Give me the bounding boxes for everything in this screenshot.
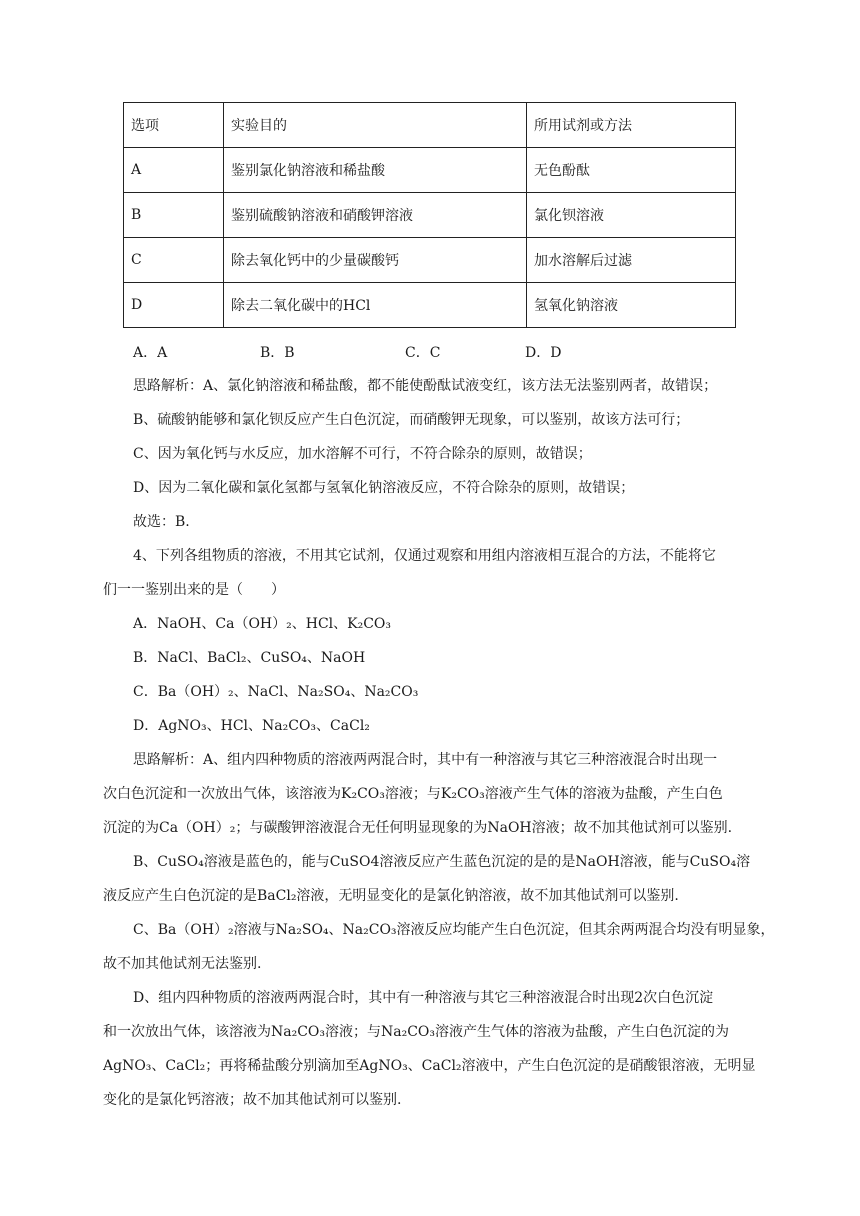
q3-option-d: D．D — [525, 345, 562, 361]
cell-purpose: 鉴别氯化钠溶液和稀盐酸 — [224, 148, 527, 193]
q4-stem-line2: 们一一鉴别出来的是（ ） — [103, 582, 285, 598]
q3-answer: 故选：B. — [133, 514, 190, 530]
q3-analysis-line: B、硫酸钠能够和氯化钡反应产生白色沉淀，而硝酸钾无现象，可以鉴别，故该方法可行； — [133, 412, 690, 428]
q4-analysis-d-line1: D、组内四种物质的溶液两两混合时，其中有一种溶液与其它三种溶液混合时出现2次白色沉淀 — [133, 990, 714, 1006]
cell-option: C — [124, 238, 224, 283]
q4-analysis-d-line4: 变化的是氯化钙溶液；故不加其他试剂可以鉴别. — [103, 1092, 402, 1108]
q3-analysis-line: C、因为氧化钙与水反应，加水溶解不可行，不符合除杂的原则，故错误； — [133, 446, 592, 462]
cell-purpose: 除去二氧化碳中的HCl — [224, 283, 527, 328]
cell-option: B — [124, 193, 224, 238]
cell-reagent: 加水溶解后过滤 — [527, 238, 736, 283]
cell-reagent: 无色酚酞 — [527, 148, 736, 193]
q4-analysis-a-line1: 思路解析：A、组内四种物质的溶液两两混合时，其中有一种溶液与其它三种溶液混合时出现一 — [133, 752, 718, 768]
q4-option-b: B．NaCl、BaCl₂、CuSO₄、NaOH — [133, 650, 366, 666]
cell-option: A — [124, 148, 224, 193]
cell-purpose: 鉴别硫酸钠溶液和硝酸钾溶液 — [224, 193, 527, 238]
cell-reagent: 氢氧化钠溶液 — [527, 283, 736, 328]
q3-analysis-line: 思路解析：A、氯化钠溶液和稀盐酸，都不能使酚酞试液变红，该方法无法鉴别两者，故错误； — [133, 378, 718, 394]
q4-option-a: A．NaOH、Ca（OH）₂、HCl、K₂CO₃ — [133, 616, 392, 632]
header-purpose: 实验目的 — [224, 103, 527, 148]
q3-option-b: B．B — [260, 345, 295, 361]
table-row — [124, 238, 736, 283]
q4-option-c: C．Ba（OH）₂、NaCl、Na₂SO₄、Na₂CO₃ — [133, 684, 419, 700]
q4-analysis-d-line3: AgNO₃、CaCl₂；再将稀盐酸分别滴加至AgNO₃、CaCl₂溶液中，产生白色沉淀的是硝酸银溶液，无明显 — [103, 1058, 756, 1074]
table-row — [124, 148, 736, 193]
table-header-row — [124, 103, 736, 148]
q4-stem-line1: 4、下列各组物质的溶液，不用其它试剂，仅通过观察和用组内溶液相互混合的方法，不能将它 — [133, 548, 716, 564]
cell-reagent: 氯化钡溶液 — [527, 193, 736, 238]
header-reagent: 所用试剂或方法 — [527, 103, 736, 148]
q4-analysis-c-line1: C、Ba（OH）₂溶液与Na₂SO₄、Na₂CO₃溶液反应均能产生白色沉淀，但其余两两混合均没有明显象， — [133, 922, 775, 938]
q4-option-d: D．AgNO₃、HCl、Na₂CO₃、CaCl₂ — [133, 718, 370, 734]
q4-analysis-c-line2: 故不加其他试剂无法鉴别. — [103, 956, 262, 972]
q4-analysis-b-line2: 液反应产生白色沉淀的是BaCl₂溶液，无明显变化的是氯化钠溶液，故不加其他试剂可以鉴别. — [103, 888, 679, 904]
q4-analysis-a-line2: 次白色沉淀和一次放出气体，该溶液为K₂CO₃溶液；与K₂CO₃溶液产生气体的溶液为盐酸，产生白色 — [103, 786, 723, 802]
q4-analysis-b-line1: B、CuSO₄溶液是蓝色的，能与CuSO4溶液反应产生蓝色沉淀的是的是NaOH溶液，能与CuSO₄溶 — [133, 854, 751, 870]
q3-option-a: A．A — [133, 345, 168, 361]
table-row — [124, 193, 736, 238]
cell-purpose: 除去氧化钙中的少量碳酸钙 — [224, 238, 527, 283]
q3-analysis-line: D、因为二氧化碳和氯化氢都与氢氧化钠溶液反应，不符合除杂的原则，故错误； — [133, 480, 635, 496]
q4-analysis-d-line2: 和一次放出气体，该溶液为Na₂CO₃溶液；与Na₂CO₃溶液产生气体的溶液为盐酸，产生白色沉淀的为 — [103, 1024, 730, 1040]
experiment-table — [123, 102, 736, 328]
header-option: 选项 — [124, 103, 224, 148]
table-row — [124, 283, 736, 328]
q4-analysis-a-line3: 沉淀的为Ca（OH）₂；与碳酸钾溶液混合无任何明显现象的为NaOH溶液；故不加其他试剂可以鉴别. — [103, 820, 733, 836]
q3-option-c: C．C — [405, 345, 441, 361]
cell-option: D — [124, 283, 224, 328]
